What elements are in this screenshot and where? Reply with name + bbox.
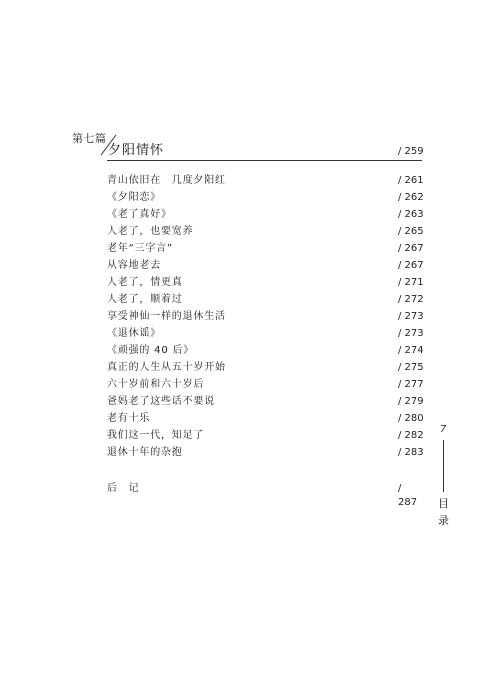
toc-entry[interactable] [107, 276, 422, 293]
toc-entry-page: / 282 [398, 430, 424, 441]
toc-entry[interactable] [107, 429, 422, 446]
toc-entry-title: 《老了真好》 [107, 209, 172, 220]
toc-entry-page: / 261 [398, 175, 424, 186]
toc-entry-page: / 262 [398, 192, 424, 203]
toc-entry-title: 人老了，也要宽养 [107, 226, 194, 237]
toc-entry[interactable] [107, 293, 422, 310]
toc-entry[interactable] [107, 310, 422, 327]
running-head-char: 录 [438, 514, 449, 527]
chapter-rule [107, 160, 422, 161]
toc-entry[interactable] [107, 344, 422, 361]
toc-entry-page: / 271 [398, 277, 424, 288]
afterword-page: / 287 [398, 483, 418, 508]
toc-entry[interactable] [107, 242, 422, 259]
toc-entry-afterword[interactable] [107, 482, 422, 508]
toc-entry-title: 六十岁前和六十岁后 [107, 379, 205, 390]
toc-entry-title: 我们这一代，知足了 [107, 430, 205, 441]
toc-entry[interactable] [107, 259, 422, 276]
toc-list [107, 174, 422, 463]
afterword-title: 后 记 [107, 483, 140, 494]
toc-entry[interactable] [107, 361, 422, 378]
toc-entry-title: 享受神仙一样的退休生活 [107, 311, 226, 322]
toc-entry[interactable] [107, 378, 422, 395]
toc-entry-page: / 274 [398, 345, 424, 356]
folio-page-number: 7 [440, 424, 447, 435]
toc-entry-title: 爸妈老了这些话不要说 [107, 396, 215, 407]
toc-entry-title: 《夕阳恋》 [107, 192, 161, 203]
toc-entry-page: / 273 [398, 311, 424, 322]
toc-entry[interactable] [107, 412, 422, 429]
toc-entry-title: 老有十乐 [107, 413, 151, 424]
toc-entry-page: / 273 [398, 328, 424, 339]
running-head-char: 目 [438, 497, 449, 510]
toc-entry[interactable] [107, 446, 422, 463]
chapter-page-number: / 259 [398, 146, 424, 157]
toc-entry-title: 真正的人生从五十岁开始 [107, 362, 226, 373]
toc-entry-page: / 277 [398, 379, 424, 390]
toc-entry-title: 人老了，情更真 [107, 277, 183, 288]
toc-entry-title: 《退休谣》 [107, 328, 161, 339]
chapter-title: 夕阳情怀 [108, 143, 165, 158]
toc-entry-page: / 272 [398, 294, 424, 305]
toc-entry-page: / 267 [398, 243, 424, 254]
toc-entry[interactable] [107, 208, 422, 225]
folio-vertical-rule [443, 440, 444, 492]
toc-entry-page: / 279 [398, 396, 424, 407]
chapter-label: 第七篇 [72, 132, 107, 145]
toc-entry-page: / 265 [398, 226, 424, 237]
toc-entry[interactable] [107, 225, 422, 242]
toc-entry-title: 从容地老去 [107, 260, 161, 271]
toc-entry-page: / 263 [398, 209, 424, 220]
toc-entry-page: / 280 [398, 413, 424, 424]
toc-entry-title: 退休十年的杂抱 [107, 447, 183, 458]
toc-entry-title: 《顽强的 40 后》 [107, 345, 195, 356]
toc-entry-page: / 275 [398, 362, 424, 373]
toc-entry-title: 老年“三字言” [107, 243, 173, 254]
toc-entry[interactable] [107, 191, 422, 208]
toc-entry-title: 青山依旧在 几度夕阳红 [107, 175, 226, 186]
toc-entry-page: / 283 [398, 447, 424, 458]
toc-entry[interactable] [107, 395, 422, 412]
toc-entry-title: 人老了，顺着过 [107, 294, 183, 305]
toc-entry[interactable] [107, 327, 422, 344]
toc-entry[interactable] [107, 174, 422, 191]
toc-entry-page: / 267 [398, 260, 424, 271]
